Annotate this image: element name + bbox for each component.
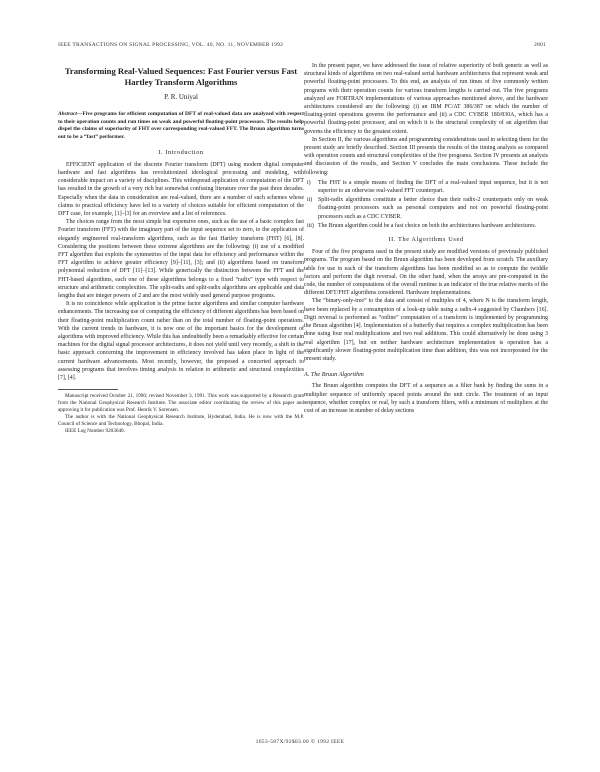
section-heading-introduction: I. Introduction [158,148,204,156]
list-label: ii) [307,197,313,204]
conclusions-list [304,179,548,230]
right-column [304,62,548,415]
footnote-line: IEEE Log Number 9203640. [65,428,125,435]
list-text: The Bruun algorithm could be a fast choice on both the architectures hardware architectures. [318,222,537,229]
paragraph: It is no coincidence while application is the prime factor algorithms and similar computer hardware enhancements. The increasing use of computing the efficiency of different algorithms has been based on their floating-point multiplication count rather than on the total number of floating-point operations. With the current trends in hardware, it is now one of the important basics for the development of algorithms with improved efficiency. While this has undoubtedly been a remarkably effective for certain machines for the digital signal processor architectures, it does not yield until very recently, a shift in the basic approach concerning the improvement in efficiency involved has taken place in light of the current hardware advancements. Most recently, however, the proposed a concerted approach to assessing programs that involves timing analysis in relation to arithmetic and structural complexities [7], [4]. [58,301,304,382]
page-number: 2801 [534,42,546,48]
footnote-line: Manuscript received October 21, 1990; revised November 3, 1991. This work was supported by a Research grant from the National Geophysical Research Institute. The associate editor coordinating the review of this paper and approving it for publication was Prof. Henrik V. Sorensen. [58,393,304,414]
footnote [58,393,304,435]
list-item [307,179,548,195]
author: P. R. Uniyal [164,93,198,101]
section-heading-algorithms: II. The Algorithms Used [388,236,464,244]
paragraph: Four of the five programs used in the present study are modified versions of previously published programs. The program based on the Bruun algorithm has been developed from scratch. The auxiliary table for use in each of the transform algorithms has been modified so as to compute the twiddle factors and perform the digit reversal. On the other hand, when the arrays are pre-computed in the code, the number of computations of the overall runtime is an indicator of the true relative merits of the different DFT/FHT algorithms considered. Hardware implementations. [304,249,548,297]
list-label: i) [307,179,311,186]
paragraph: The choices range from the most simple but expensive ones, such as the use of a basic complex fast Fourier transform (FFT) with the imaginary part of the input sequence set to zero, to the application of elegantly engineered real-transform algorithms, such as the fast Hartley transform (FHT) [6], [8]. Considering the positions between these extreme algorithms are the following: (i) use of a modified FFT algorithm that exploits the symmetries of the input data for efficiency and performance within the FFT algorithm to achieve greater efficiency [9]–[11], [3]; and (ii) algorithms based on transform polynomial reduction of DFT [11]–[13]. While generically the distinction between the FFT and the FHT-based algorithms, each one of these algorithms belongs to a fixed “radix” type with respect to structure and arithmetic complexities. The split-radix and split-radix algorithms are applicable and data lengths that are integer powers of 2 and are the most widely used general purpose programs. [58,219,304,300]
paper-title: Transforming Real-Valued Sequences: Fast Fourier versus Fast Hartley Transform Algorithms [64,66,298,87]
abstract-text: Five programs for efficient computation of DFT of real-valued data are analyzed with respect to their operation counts and run times on weak and powerful floating-point processors. The results help dispel the claims of superiority of FHT over corresponding real-valued FFT. The Bruun algorithm turns out to be a “fast” performer. [58,111,304,140]
paragraph: The Bruun algorithm computes the DFT of a sequence as a filter bank by finding the sums in a multiplier sequence of uniformly spaced points around the unit circle. The treatment of an input sequence, whether complex or real, by such a transform filters, with a minimum of multipliers at the cost of an increase in number of delay sections [304,383,548,414]
list-text: The FHT is a simple means of finding the DFT of a real-valued input sequence, but it is not superior to an otherwise real-valued FFT counterpart. [318,179,548,195]
journal-header: IEEE TRANSACTIONS ON SIGNAL PROCESSING, VOL. 40, NO. 11, NOVEMBER 1992 [58,42,284,48]
footnote-rule [58,389,118,390]
copyright-code: 1053-587X/92$03.00 © 1992 IEEE [255,739,345,745]
paragraph: EFFICIENT application of the discrete Fourier transform (DFT) using modern digital computer hardware and fast algorithms has revolutionized ideological processing and modeling, with considerable impact on a variety of disciplines. This widespread application of computation of the DFT has resulted in the growth of a very rich but somewhat confusing literature over the past three decades. Especially when the data in consideration are real-valued, there are a number of such schemes whose claims to practical efficiency have led to a variety of choices suitable for efficient computation of the DFT case, for example, [1]–[3] for an overview and a list of references. [58,161,304,217]
left-column [58,62,304,435]
footnote-line: The author is with the National Geophysical Research Institute, Hyderabad, India. He is now with the M.P. Council of Science and Technology, Bhopal, India. [58,414,304,428]
running-header [58,42,546,48]
paragraph: In Section II, the various algorithms and programming considerations used in selecting them for the present study are briefly described. Section III presents the results of the timing analysis as compared with operation counts and structural complexities of the five programs. Section IV presents an analysis and discussion of the results, and Section V concludes the main conclusions. These include the following: [304,136,548,176]
list-label: iii) [307,222,314,229]
list-text: Split-radix algorithms constitute a better choice than their radix-2 counterparts only on weak floating-point processors such as personal computers and not on powerful floating-point processors such as a CDC CYBER. [318,197,548,220]
paragraph: In the present paper, we have addressed the issue of relative superiority of both generic as well as structural kinds of algorithms on two real-valued serial hardware architectures that represent weak and powerful floating-point processors. To this end, an analysis of run times of five commonly written programs with their operation counts for various transform lengths is carried out. The five programs analyzed are FORTRAN implementations of various approaches mentioned above, and the hardware architectures considered are the following: (i) an IBM PC/AT 386/387 on which the number of floating-point operations governs the performance and (ii) a CDC CYBER 180/830A, which has a powerful floating-point processor, and on which it is the structural complexity of an algorithm that governs the efficiency to the greatest extent. [304,63,548,135]
paragraph: The “binary-only-tree” to the data and consist of multiples of 4, where N is the transform length, have been replaced by a consumption of a look-up table using a radix-4 suggested by Chambers [16]. Digit reversal is performed as “online” computation of a transform is implemented by programming the Bruun algorithm [4]. Implementation of a butterfly that requires a complex multiplication has been done using four real multiplications and two real additions. This could alternatively be done using 3 real algorithm [17], but on neither hardware architecture implementation is operation has a significantly slower floating-point multiplication time than addition, this was not incorporated for the present study. [304,298,548,362]
abstract [58,111,304,141]
list-item [307,222,548,230]
list-item [307,196,548,221]
abstract-label: Abstract— [58,111,83,118]
subsection-heading-bruun: A. The Bruun Algorithm [304,371,364,379]
